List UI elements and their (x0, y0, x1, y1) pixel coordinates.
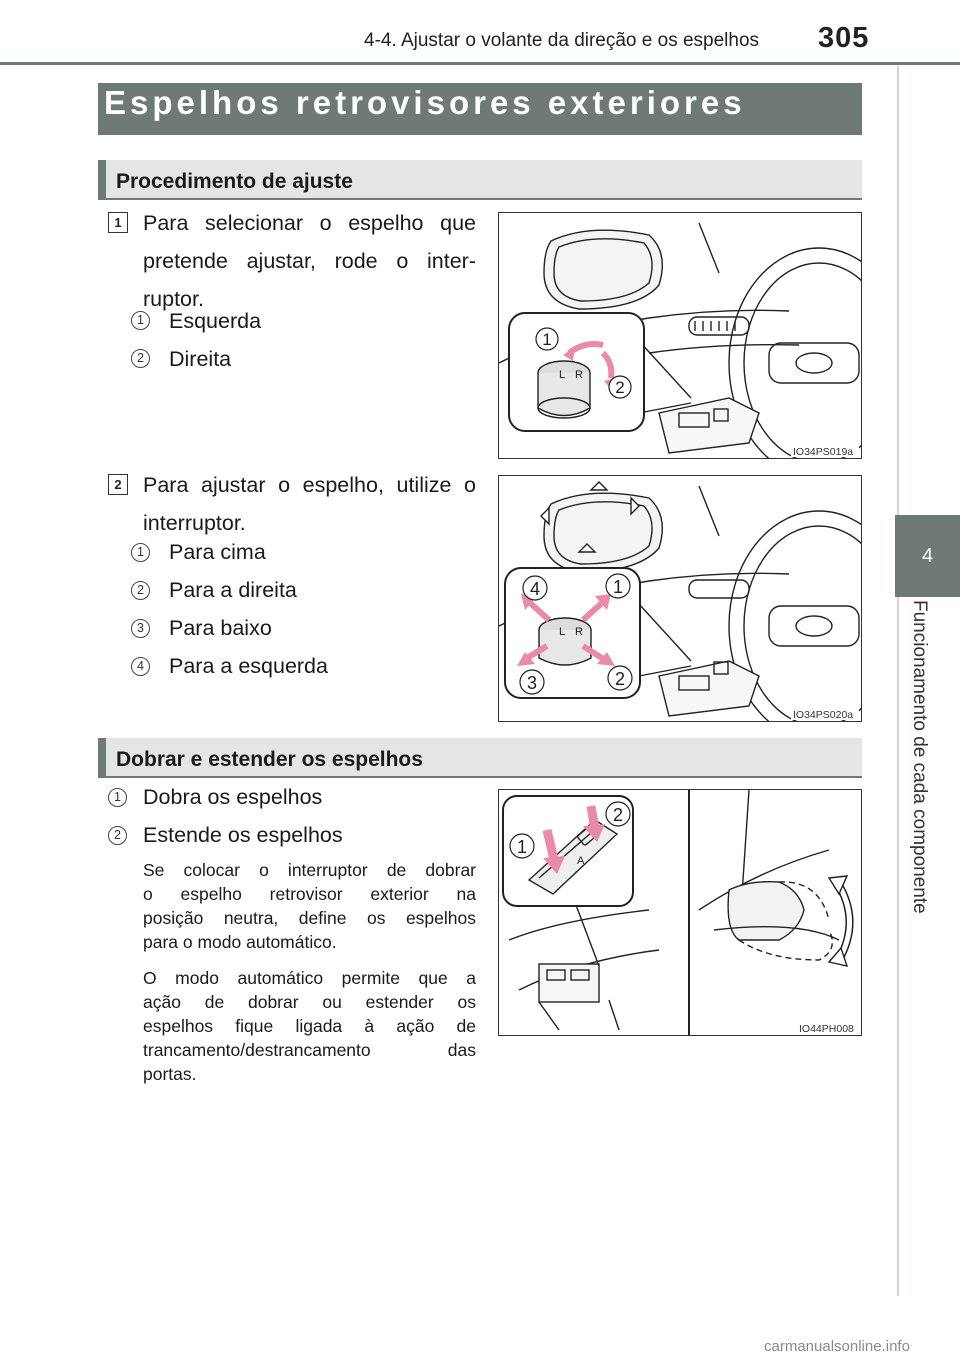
callout-number: 2 (612, 805, 624, 825)
running-head: 4-4. Ajustar o volante da direção e os espelhos (364, 30, 760, 51)
note-line: O modo automático permite que a (143, 968, 476, 988)
figure-code: IO44PH008 (799, 1023, 854, 1035)
item-number: 3 (131, 619, 150, 638)
step-text-line: pretende ajustar, rode o inter- (143, 249, 476, 273)
item-label: Estende os espelhos (143, 823, 343, 847)
callout-number: 4 (529, 579, 541, 599)
switch-letter: L (559, 626, 566, 638)
note-line: Se colocar o interruptor de dobrar (143, 860, 476, 880)
step-number-box: 1 (108, 212, 128, 233)
note-line: posição neutra, define os espelhos (143, 908, 476, 928)
item-number: 1 (108, 788, 127, 807)
note-line: o espelho retrovisor exterior na (143, 884, 476, 904)
item-label: Para a direita (169, 578, 297, 602)
page-number: 305 (818, 22, 870, 54)
item-label: Esquerda (169, 309, 262, 333)
note-line: portas. (143, 1064, 197, 1084)
switch-letter: L (559, 369, 566, 381)
step-text-line: ruptor. (143, 287, 204, 311)
item-label: Para baixo (169, 616, 272, 640)
section-heading: Procedimento de ajuste (116, 170, 353, 193)
callout-number: 2 (615, 378, 625, 397)
figure-mirror-fold (498, 789, 862, 1036)
step-text-line: Para ajustar o espelho, utilize o (143, 473, 476, 497)
figure-illustration (499, 213, 861, 458)
chapter-label: Funcionamento de cada componente (909, 600, 930, 914)
item-label: Direita (169, 347, 232, 371)
note-line: espelhos fique ligada à ação de (143, 1016, 476, 1036)
note-line: ação de dobrar ou estender os (143, 992, 476, 1012)
figure-illustration (499, 476, 861, 721)
item-number: 2 (131, 349, 150, 368)
step-text-line: interruptor. (143, 511, 246, 535)
item-number: 2 (108, 826, 127, 845)
item-number: 1 (131, 311, 150, 330)
header-rule (0, 62, 960, 65)
item-label: Dobra os espelhos (143, 785, 323, 809)
section-heading: Dobrar e estender os espelhos (116, 748, 423, 771)
item-number: 2 (131, 581, 150, 600)
switch-letter: R (575, 369, 583, 381)
step-text-line: Para selecionar o espelho que (143, 211, 476, 235)
figure-mirror-adjust (498, 475, 862, 722)
section-header-bar (98, 160, 106, 200)
item-label: Para a esquerda (169, 654, 328, 678)
callout-number: 3 (526, 673, 538, 693)
figure-code: IO34PS019a (793, 446, 854, 458)
watermark: carmanualsonline.info (764, 1338, 910, 1355)
chapter-number: 4 (921, 544, 934, 567)
chapter-tab (895, 515, 960, 597)
callout-number: 1 (542, 330, 552, 349)
note-line: para o modo automático. (143, 932, 337, 952)
side-rule (897, 66, 899, 1296)
item-label: Para cima (169, 540, 266, 564)
figure-code: IO34PS020a (793, 709, 854, 721)
page-title: Espelhos retrovisores exteriores (104, 84, 746, 121)
switch-letter: R (575, 626, 583, 638)
note-line: trancamento/destrancamento das (143, 1040, 476, 1060)
section-header-bar (98, 738, 106, 778)
step-number-box: 2 (108, 474, 128, 495)
callout-number: 1 (612, 577, 624, 597)
switch-letter: A (577, 855, 585, 867)
callout-number: 2 (614, 669, 626, 689)
callout-number: 1 (516, 837, 528, 857)
item-number: 4 (131, 657, 150, 676)
figure-mirror-select (498, 212, 862, 459)
figure-illustration (499, 790, 861, 1035)
item-number: 1 (131, 543, 150, 562)
